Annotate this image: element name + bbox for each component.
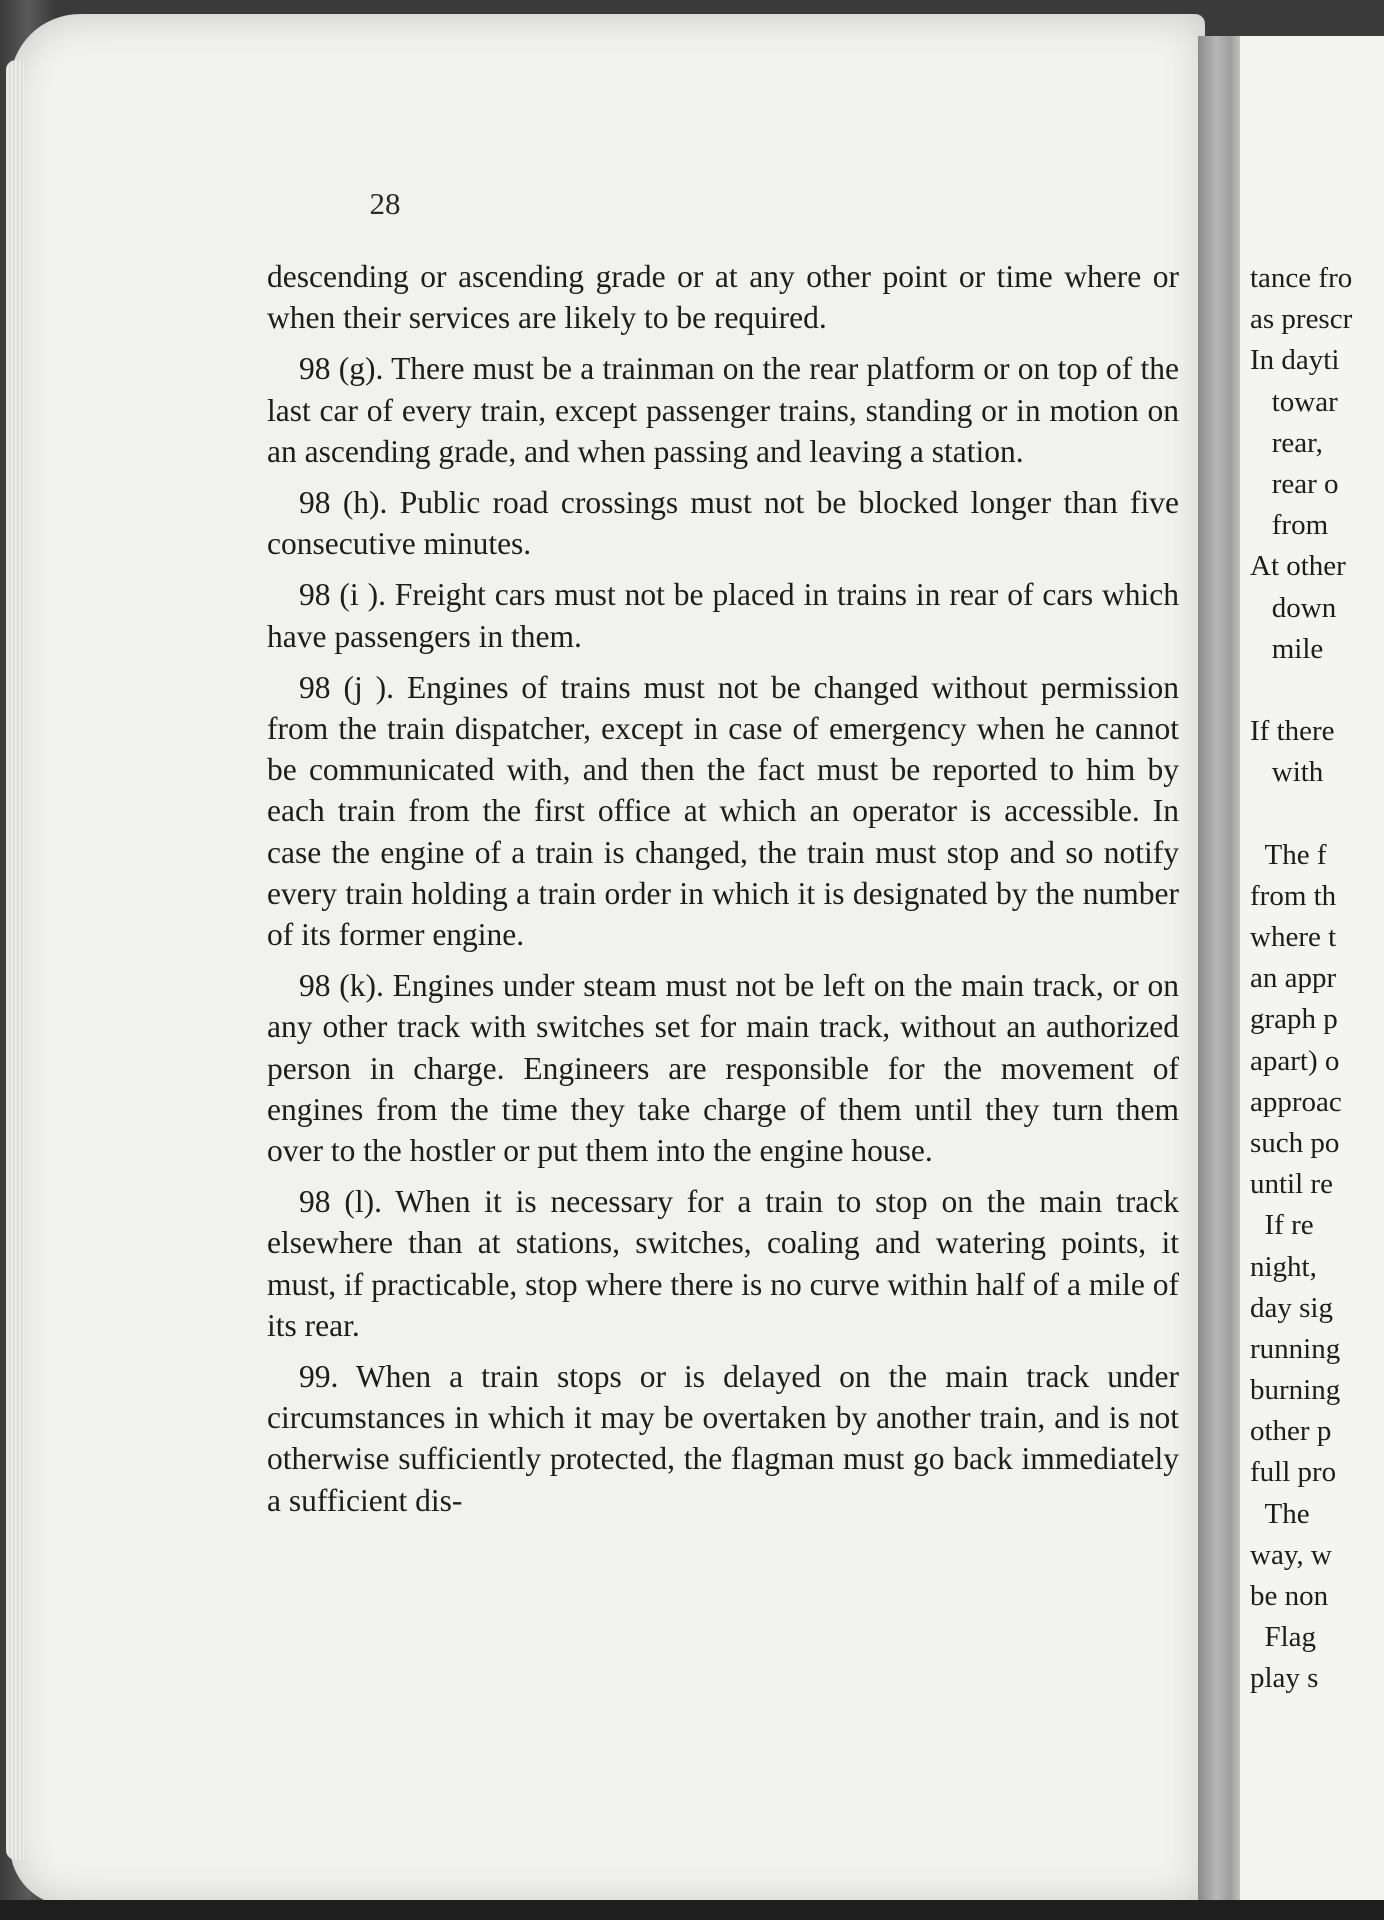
right-page-line: as prescr <box>1250 303 1353 336</box>
right-page-line: At other <box>1250 550 1346 583</box>
right-page-line: If re <box>1250 1209 1314 1242</box>
right-page-line: towar <box>1250 385 1338 418</box>
right-page-line: from <box>1250 509 1329 542</box>
book-gutter <box>1198 36 1244 1906</box>
right-page-line: rear o <box>1250 467 1339 500</box>
paragraph: 98 (g). There must be a trainman on the rear platform or on top of the last car of every train, except passenger trains, standing or in motion on an ascending grade, and when passing and leaving a station. <box>267 351 1179 469</box>
paragraph: descending or ascending grade or at any other point or time where or when their services are likely to be required. <box>267 259 1179 336</box>
page-number <box>40 186 1384 222</box>
scan-bottom-edge <box>0 1900 1384 1920</box>
right-page-line: The f <box>1250 838 1327 871</box>
right-page-line: be non <box>1250 1580 1329 1612</box>
right-page-line: where t <box>1250 921 1337 953</box>
right-page-line: down <box>1250 591 1337 624</box>
right-page-line: In dayti <box>1250 344 1340 377</box>
right-page-line: such po <box>1250 1126 1340 1159</box>
right-page-line: burning <box>1250 1374 1341 1407</box>
page-body <box>267 256 1179 1531</box>
paragraph: 98 (j ). Engines of trains must not be changed without permission from the train dispatcher, except in case of emergency when he cannot be communicated with, and then the fact must be reported to him by each train from the first office at which an operator is accessible. In case the engine of a train is changed, the train must stop and so notify every train holding a train order in which it is designated by the number of its former engine. <box>267 669 1179 953</box>
right-page-line: rear, <box>1250 426 1323 459</box>
right-page-line: other p <box>1250 1415 1332 1448</box>
right-page-line: night, <box>1250 1250 1317 1283</box>
right-page-line: an appr <box>1250 962 1337 995</box>
right-page-line <box>1250 670 1384 711</box>
paragraph: 98 (k). Engines under steam must not be left on the main track, or on any other track with switches set for main track, without an authorized person in charge. Engineers are responsible for the movement of engines from the time they take charge of them until they turn them over to the hostler or put them into the engine house. <box>267 968 1179 1169</box>
right-page-line: Flag <box>1250 1621 1317 1654</box>
right-page-line: If there <box>1250 715 1335 748</box>
right-page-line: until re <box>1250 1168 1333 1201</box>
right-page-line: day sig <box>1250 1291 1333 1324</box>
right-page-line: way, w <box>1250 1538 1332 1571</box>
right-page-line: mile <box>1250 632 1324 665</box>
page-edges <box>6 60 24 1860</box>
right-page-line <box>1250 793 1384 834</box>
right-page-text <box>1250 258 1384 1700</box>
paragraph: 98 (h). Public road crossings must not be blocked longer than five consecutive minutes. <box>267 485 1179 562</box>
right-page-line: approac <box>1250 1085 1342 1118</box>
right-page-line: running <box>1250 1332 1341 1365</box>
right-page-line: graph p <box>1250 1003 1338 1036</box>
paragraph: 98 (i ). Freight cars must not be placed in trains in rear of cars which have passengers in them. <box>267 577 1179 654</box>
right-page-line: full pro <box>1250 1456 1337 1489</box>
right-page-line: tance fro <box>1250 262 1353 294</box>
right-page-line: play s <box>1250 1662 1319 1695</box>
paragraph: 99. When a train stops or is delayed on the main track under circumstances in which it may be overtaken by another train, and is not otherwise sufficiently protected, the flagman must go back immediately a sufficient dis- <box>267 1359 1179 1518</box>
right-page-line: apart) o <box>1250 1044 1340 1077</box>
right-page-line: The <box>1250 1497 1310 1530</box>
right-page-line: with <box>1250 756 1324 789</box>
paragraph: 98 (l). When it is necessary for a train to stop on the main track elsewhere than at stations, switches, coaling and watering points, it must, if practicable, stop where there is no curve within half of a mile of its rear. <box>267 1184 1179 1343</box>
page-number-text: 28 <box>369 186 401 221</box>
right-page-line: from th <box>1250 879 1337 912</box>
